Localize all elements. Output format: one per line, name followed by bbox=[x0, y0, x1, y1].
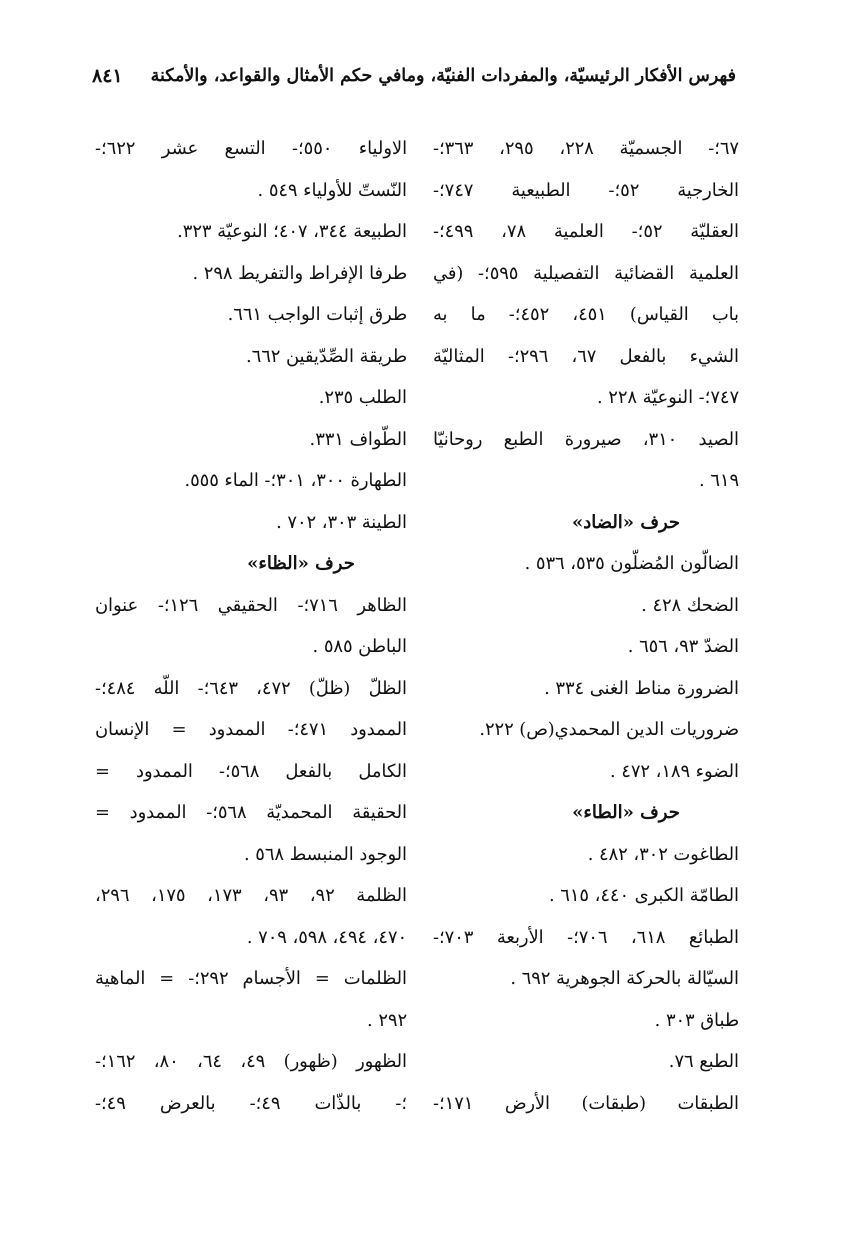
index-line: الطهارة ٣٠٠، ٣٠١؛- الماء ٥٥٥. bbox=[184, 470, 407, 491]
index-line: الظاهر ٧١٦؛- الحقيقي ١٢٦؛- عنوان bbox=[95, 594, 407, 616]
index-line: الطّواف ٣٣١. bbox=[309, 428, 407, 450]
index-line: الظلّ (ظلّ) ٤٧٢، ٦٤٣؛- اللّه ٤٨٤؛- bbox=[95, 677, 407, 699]
index-line: ضروريات الدين المحمدي(ص) ٢٢٢. bbox=[479, 719, 739, 740]
index-line: الصيد ٣١٠، صيرورة الطبع روحانيّا bbox=[433, 428, 739, 450]
index-line: الظلمات = الأجسام ٢٩٢؛- = الماهية bbox=[95, 968, 407, 989]
index-line: الوجود المنبسط ٥٦٨ . bbox=[243, 843, 407, 865]
section-heading: حرف «الطاء» bbox=[572, 802, 680, 823]
index-line: الشيء بالفعل ٦٧، ٢٩٦؛- المثاليّة bbox=[433, 345, 739, 367]
index-line: الطبع ٧٦. bbox=[668, 1051, 739, 1072]
index-line: الطبائع ٦١٨، ٧٠٦؛- الأربعة ٧٠٣؛- bbox=[433, 926, 739, 948]
index-line: الطاغوت ٣٠٢، ٤٨٢ . bbox=[587, 843, 739, 865]
index-line: الحقيقة المحمديّة ٥٦٨؛- الممدود = bbox=[95, 802, 407, 823]
index-line: الضالّون المُضلّون ٥٣٥، ٥٣٦ . bbox=[524, 553, 739, 574]
index-line: ٧٤٧؛- النوعيّة ٢٢٨ . bbox=[596, 387, 739, 408]
index-line: ٢٩٢ . bbox=[367, 1009, 407, 1031]
index-line: الطبيعة ٣٤٤، ٤٠٧؛ النوعيّة ٣٢٣. bbox=[177, 221, 407, 242]
index-line: الباطن ٥٨٥ . bbox=[312, 636, 407, 657]
index-line: طرفا الإفراط والتفريط ٢٩٨ . bbox=[192, 262, 407, 284]
index-line: طباق ٣٠٣ . bbox=[654, 1009, 739, 1031]
index-line: النّستّ للأولياء ٥٤٩ . bbox=[257, 179, 407, 201]
index-line: الخارجية ٥٢؛- الطبيعية ٧٤٧؛- bbox=[433, 179, 739, 201]
index-line: ؛- بالذّات ٤٩؛- بالعرض ٤٩؛- bbox=[95, 1092, 408, 1114]
index-line: الطامّة الكبرى ٤٤٠، ٦١٥ . bbox=[548, 885, 739, 906]
index-line: الممدود ٤٧١؛- الممدود = الإنسان bbox=[95, 719, 407, 740]
page-header bbox=[92, 58, 736, 94]
index-line: الضرورة مناط الغنى ٣٣٤ . bbox=[544, 677, 739, 699]
index-line: الضوء ١٨٩، ٤٧٢ . bbox=[609, 760, 739, 782]
index-line: العلمية القضائية التفصيلية ٥٩٥؛- (في bbox=[433, 262, 739, 284]
index-line: باب القياس) ٤٥١، ٤٥٢؛- ما به bbox=[433, 304, 739, 325]
index-line: الكامل بالفعل ٥٦٨؛- الممدود = bbox=[95, 760, 407, 782]
index-line: الاولياء ٥٥٠؛- التسع عشر ٦٢٢؛- bbox=[95, 138, 408, 159]
index-line: ٦١٩ . bbox=[699, 470, 739, 491]
index-line: ٤٧٠، ٤٩٤، ٥٩٨، ٧٠٩ . bbox=[246, 926, 407, 948]
index-column-right bbox=[433, 128, 739, 1124]
page-number: ٨٤١ bbox=[92, 65, 123, 87]
index-line: الضحك ٤٢٨ . bbox=[641, 594, 739, 616]
section-heading: حرف «الظاء» bbox=[247, 553, 355, 574]
section-heading: حرف «الضاد» bbox=[571, 511, 681, 533]
index-line: ٦٧؛- الجسميّة ٢٢٨، ٢٩٥، ٣٦٣؛- bbox=[433, 138, 739, 159]
index-line: الظلمة ٩٢، ٩٣، ١٧٣، ١٧٥، ٢٩٦، bbox=[95, 885, 407, 906]
index-line: الضدّ ٩٣، ٦٥٦ . bbox=[627, 636, 739, 657]
index-line: الطلب ٢٣٥. bbox=[318, 387, 407, 408]
index-line: طريقة الصِّدّيقين ٦٦٢. bbox=[245, 345, 407, 367]
running-title: فهرس الأفكار الرئيسيّة، والمفردات الفنيّة، ومافي حكم الأمثال والقواعد، والأمكنة bbox=[150, 66, 736, 86]
index-line: العقليّة ٥٢؛- العلمية ٧٨، ٤٩٩؛- bbox=[433, 221, 739, 242]
index-line: الطبقات (طبقات) الأرض ١٧١؛- bbox=[433, 1092, 739, 1114]
index-line: الطينة ٣٠٣، ٧٠٢ . bbox=[276, 511, 407, 533]
index-line: السيّالة بالحركة الجوهرية ٦٩٢ . bbox=[510, 968, 739, 989]
index-line: الظهور (ظهور) ٤٩، ٦٤، ٨٠، ١٦٢؛- bbox=[95, 1051, 407, 1072]
index-column-left bbox=[95, 128, 407, 1124]
index-line: طرق إثبات الواجب ٦٦١. bbox=[227, 304, 407, 325]
